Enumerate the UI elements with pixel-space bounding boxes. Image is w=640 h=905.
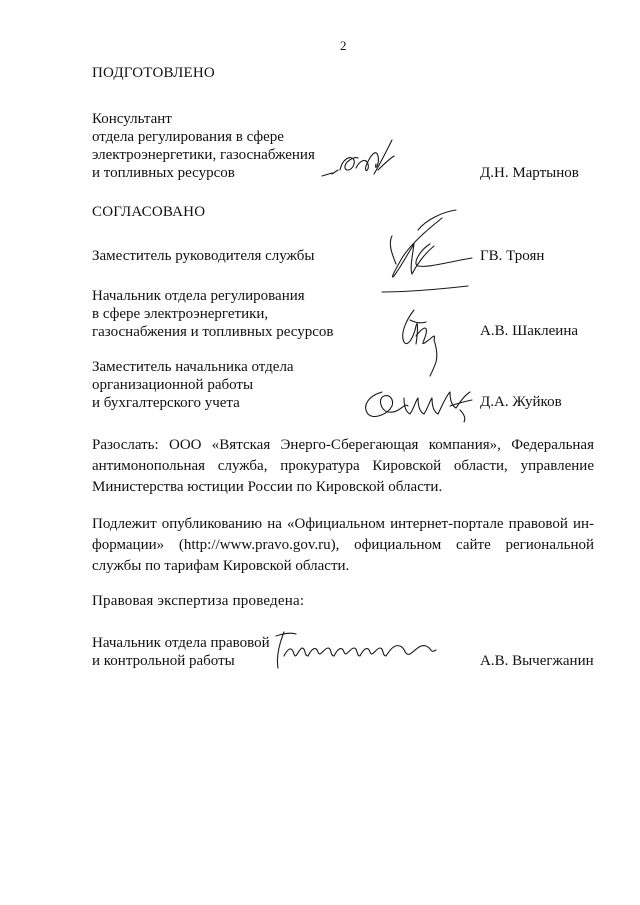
position-line: электроэнергетики, газоснабжения [92, 147, 315, 163]
position-line: Начальник отдела правовой [92, 635, 270, 651]
position-line: Консультант [92, 111, 172, 127]
paragraph-line: службы по тарифам Кировской области. [92, 558, 350, 574]
position-line: и бухгалтерского учета [92, 395, 240, 411]
signatory-name: А.В. Шаклеина [480, 323, 579, 339]
signature-zhuykov [360, 384, 476, 426]
distribution-paragraph [92, 435, 594, 498]
signature-troyan [372, 206, 482, 306]
position-line: в сфере электроэнергетики, [92, 306, 269, 322]
paragraph-line: Министерства юстиции России по Кировской области. [92, 479, 443, 495]
signature-vychegzhanin [270, 626, 440, 672]
paragraph-line: формации» (http://www.pravo.gov.ru), официальном сайте региональной [92, 537, 594, 553]
position-line: Начальник отдела регулирования [92, 288, 305, 304]
publication-paragraph [92, 514, 594, 577]
signature-shakleina [396, 306, 456, 378]
legal-review-statement: Правовая экспертиза проведена: [92, 593, 305, 609]
position-line: и контрольной работы [92, 653, 235, 669]
signatory-name: Д.А. Жуйков [480, 394, 562, 410]
agreed-heading: СОГЛАСОВАНО [92, 204, 206, 220]
signatory-position [92, 287, 372, 341]
paragraph-line: Подлежит опубликованию на «Официальном интернет-портале правовой ин- [92, 516, 594, 532]
prepared-heading: ПОДГОТОВЛЕНО [92, 65, 215, 81]
position-line: и топливных ресурсов [92, 165, 235, 181]
page-number: 2 [340, 38, 347, 53]
position-line: организационной работы [92, 377, 254, 393]
signatory-name: ГВ. Троян [480, 248, 545, 264]
position-line: отдела регулирования в сфере [92, 129, 284, 145]
paragraph-line: антимонопольная служба, прокуратура Кировской области, управление [92, 458, 594, 474]
legal-review-name: А.В. Вычегжанин [480, 653, 594, 669]
prepared-name: Д.Н. Мартынов [480, 165, 579, 181]
signatory-position [92, 247, 372, 265]
position-line: Заместитель начальника отдела [92, 359, 294, 375]
position-line: Заместитель руководителя службы [92, 248, 315, 264]
signature-martynov [318, 134, 398, 184]
signatory-position [92, 358, 372, 412]
paragraph-line: Разослать: ООО «Вятская Энерго-Сберегающая компания», Федеральная [92, 437, 594, 453]
position-line: газоснабжения и топливных ресурсов [92, 324, 334, 340]
